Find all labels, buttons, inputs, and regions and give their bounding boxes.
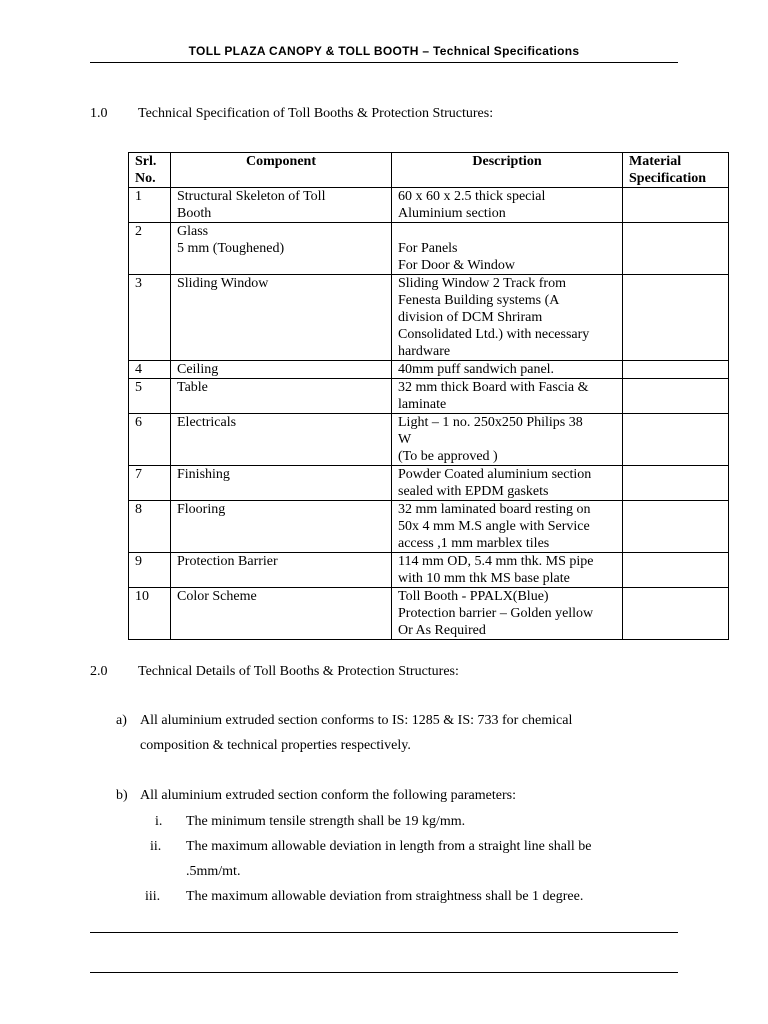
- row-description: 32 mm thick Board with Fascia & laminate: [392, 379, 623, 414]
- row-component: Protection Barrier: [171, 553, 392, 588]
- header-rule: [90, 62, 678, 63]
- header-material-specification: Material Specification: [623, 153, 729, 188]
- table-row: [129, 588, 729, 640]
- table-row: [129, 414, 729, 466]
- section-1-number: 1.0: [90, 106, 108, 121]
- specification-table: [128, 152, 729, 640]
- header-srl-no: Srl. No.: [129, 153, 171, 188]
- table-row: [129, 188, 729, 223]
- row-srl-no: 5: [129, 379, 171, 414]
- item-b-ii-label: ii.: [150, 839, 162, 854]
- row-description: 32 mm laminated board resting on 50x 4 mm M.S angle with Service access ,1 mm marblex tiles: [392, 501, 623, 553]
- section-2-heading: [90, 663, 690, 681]
- row-srl-no: 8: [129, 501, 171, 553]
- row-description: 114 mm OD, 5.4 mm thk. MS pipe with 10 mm thk MS base plate: [392, 553, 623, 588]
- row-srl-no: 3: [129, 275, 171, 361]
- row-material-specification: [623, 379, 729, 414]
- row-component: Glass 5 mm (Toughened): [171, 223, 392, 275]
- row-description: 60 x 60 x 2.5 thick special Aluminium section: [392, 188, 623, 223]
- item-b-iii-text: The maximum allowable deviation from straightness shall be 1 degree.: [186, 889, 584, 904]
- table-row: [129, 361, 729, 379]
- item-a-line-1: All aluminium extruded section conforms to IS: 1285 & IS: 733 for chemical: [140, 713, 573, 728]
- row-component: Flooring: [171, 501, 392, 553]
- row-component: Sliding Window: [171, 275, 392, 361]
- row-srl-no: 2: [129, 223, 171, 275]
- document-header-title: TOLL PLAZA CANOPY & TOLL BOOTH – Technical Specifications: [188, 44, 580, 58]
- row-description: Toll Booth - PPALX(Blue) Protection barrier – Golden yellow Or As Required: [392, 588, 623, 640]
- section-2-number: 2.0: [90, 664, 108, 679]
- table-row: [129, 379, 729, 414]
- table-row: [129, 466, 729, 501]
- row-material-specification: [623, 501, 729, 553]
- table-row: [129, 553, 729, 588]
- row-srl-no: 4: [129, 361, 171, 379]
- row-component: Electricals: [171, 414, 392, 466]
- table-row: [129, 275, 729, 361]
- item-b-i-text: The minimum tensile strength shall be 19 kg/mm.: [186, 814, 466, 829]
- row-component: Structural Skeleton of Toll Booth: [171, 188, 392, 223]
- section-1-title: Technical Specification of Toll Booths & Protection Structures:: [138, 106, 494, 121]
- section-2-title: Technical Details of Toll Booths & Protection Structures:: [138, 664, 459, 679]
- row-material-specification: [623, 553, 729, 588]
- item-b-iii-label: iii.: [145, 889, 161, 904]
- row-component: Table: [171, 379, 392, 414]
- row-material-specification: [623, 223, 729, 275]
- row-srl-no: 1: [129, 188, 171, 223]
- row-description: Powder Coated aluminium section sealed with EPDM gaskets: [392, 466, 623, 501]
- item-b-ii-line-2: .5mm/mt.: [186, 864, 241, 879]
- row-description: Light – 1 no. 250x250 Philips 38 W (To be approved ): [392, 414, 623, 466]
- header-component: Component: [171, 153, 392, 188]
- row-material-specification: [623, 361, 729, 379]
- row-srl-no: 6: [129, 414, 171, 466]
- row-material-specification: [623, 188, 729, 223]
- row-srl-no: 7: [129, 466, 171, 501]
- row-material-specification: [623, 588, 729, 640]
- item-b-text: All aluminium extruded section conform the following parameters:: [140, 788, 516, 803]
- row-component: Finishing: [171, 466, 392, 501]
- row-description: For Panels For Door & Window: [392, 223, 623, 275]
- row-srl-no: 10: [129, 588, 171, 640]
- table-row: [129, 223, 729, 275]
- section-1-heading: [90, 105, 690, 123]
- footer-rule-1: [90, 932, 678, 933]
- row-component: Ceiling: [171, 361, 392, 379]
- item-a-label: a): [116, 713, 127, 728]
- row-material-specification: [623, 466, 729, 501]
- header-description: Description: [392, 153, 623, 188]
- table-header-row: [129, 153, 729, 188]
- row-material-specification: [623, 275, 729, 361]
- item-b-ii-line-1: The maximum allowable deviation in length from a straight line shall be: [186, 839, 592, 854]
- row-material-specification: [623, 414, 729, 466]
- item-b-i-label: i.: [155, 814, 163, 829]
- table-row: [129, 501, 729, 553]
- row-description: 40mm puff sandwich panel.: [392, 361, 623, 379]
- row-component: Color Scheme: [171, 588, 392, 640]
- row-srl-no: 9: [129, 553, 171, 588]
- row-description: Sliding Window 2 Track from Fenesta Building systems (A division of DCM Shriram Consolidated Ltd.) with necessary hardware: [392, 275, 623, 361]
- footer-rule-2: [90, 972, 678, 973]
- item-b-label: b): [116, 788, 128, 803]
- item-a-line-2: composition & technical properties respectively.: [140, 738, 411, 753]
